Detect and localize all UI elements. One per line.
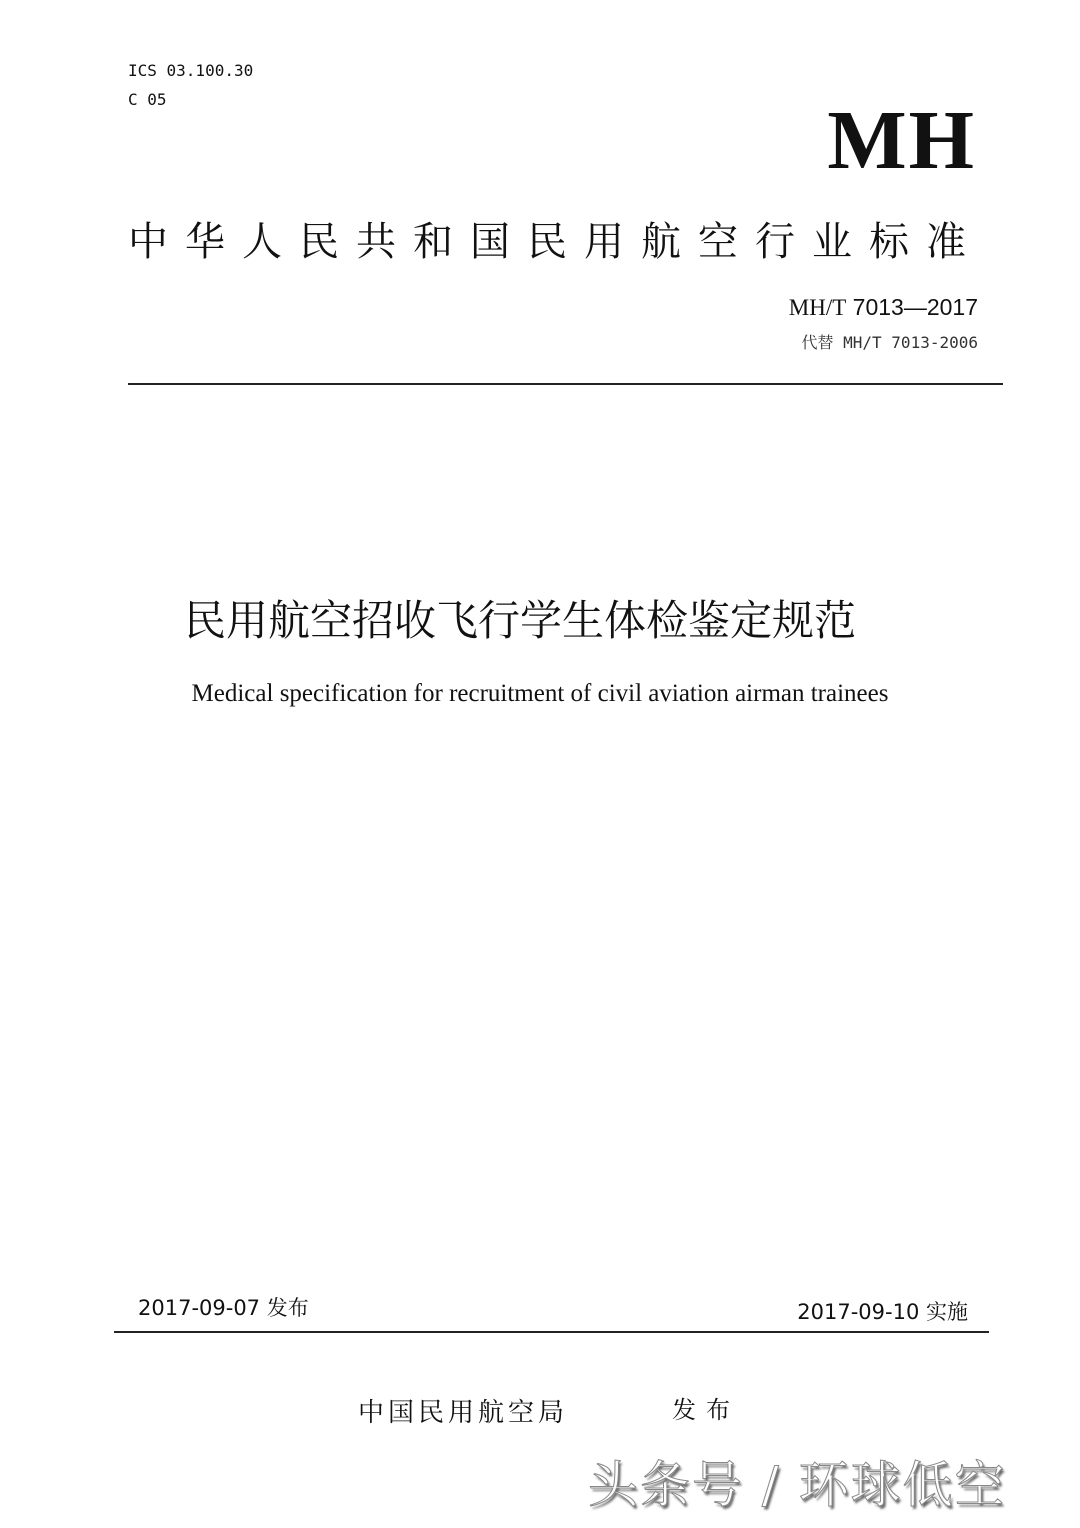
implement-date: 2017-09-10 实施 bbox=[797, 1300, 968, 1324]
replaces-standard: 代替 MH/T 7013-2006 bbox=[801, 333, 978, 352]
standard-code: 7013—2017 bbox=[852, 294, 978, 320]
industry-standard-title: 中华人民共和国民用航空行业标准 bbox=[128, 219, 983, 265]
watermark: 头条号 / 环球低空 bbox=[588, 1456, 1007, 1514]
mh-logo: MH bbox=[827, 94, 976, 187]
classification-codes bbox=[128, 56, 253, 114]
publish-date: 2017-09-07 发布 bbox=[138, 1296, 309, 1320]
ics-code: ICS 03.100.30 bbox=[128, 61, 254, 80]
standard-number bbox=[789, 294, 978, 321]
issuer-name: 中国民用航空局 bbox=[358, 1398, 569, 1428]
bottom-divider bbox=[114, 1331, 989, 1333]
document-title-english: Medical specification for recruitment of civil aviation airman trainees bbox=[191, 680, 889, 707]
issue-label: 发布 bbox=[672, 1396, 740, 1424]
standard-prefix: MH/T bbox=[788, 295, 847, 320]
ccs-code: C 05 bbox=[128, 90, 167, 109]
top-divider bbox=[128, 383, 1003, 385]
document-title: 民用航空招收飞行学生体检鉴定规范 bbox=[183, 596, 856, 645]
